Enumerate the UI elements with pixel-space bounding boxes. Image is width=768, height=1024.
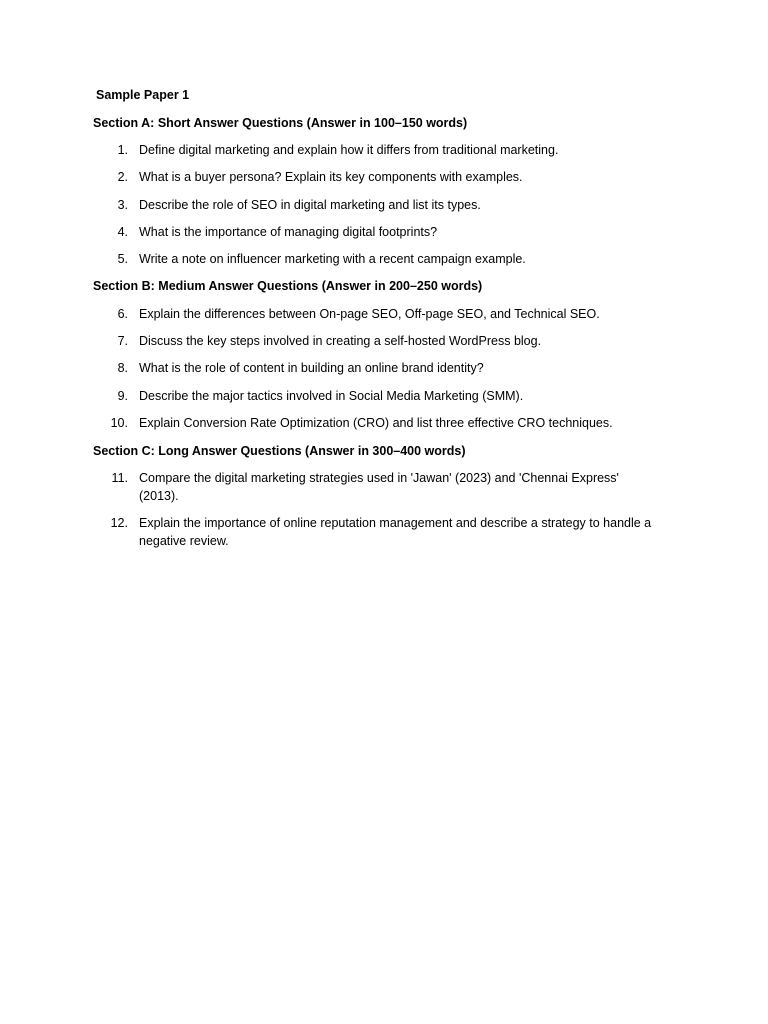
question-number: 7. — [117, 334, 128, 348]
question-text: What is the importance of managing digital footprints? — [139, 225, 438, 239]
question-number: 11. — [111, 471, 128, 485]
question-number: 2. — [117, 170, 128, 184]
section-heading-a: Section A: Short Answer Questions (Answer in 100–150 words) — [93, 116, 468, 130]
question-number: 8. — [117, 361, 128, 375]
question-number: 9. — [117, 389, 128, 403]
question-text: Compare the digital marketing strategies used in 'Jawan' (2023) and 'Chennai Express' (2013). — [139, 471, 619, 503]
question-text: Explain the importance of online reputation management and describe a strategy to handle a negative review. — [139, 516, 652, 548]
question-number: 3. — [117, 198, 128, 212]
question-text: Discuss the key steps involved in creating a self-hosted WordPress blog. — [139, 334, 542, 348]
section-heading-c: Section C: Long Answer Questions (Answer in 300–400 words) — [93, 444, 466, 458]
question-text: What is the role of content in building an online brand identity? — [139, 361, 484, 375]
question-text: Describe the role of SEO in digital marketing and list its types. — [139, 198, 481, 212]
question-number: 4. — [117, 225, 128, 239]
question-text: Define digital marketing and explain how it differs from traditional marketing. — [139, 143, 559, 157]
question-text: Write a note on influencer marketing with a recent campaign example. — [139, 252, 526, 266]
question-text: Describe the major tactics involved in Social Media Marketing (SMM). — [139, 389, 524, 403]
question-text: Explain the differences between On-page SEO, Off-page SEO, and Technical SEO. — [139, 307, 600, 321]
question-text: What is a buyer persona? Explain its key components with examples. — [139, 170, 523, 184]
question-number: 6. — [117, 307, 128, 321]
question-number: 10. — [110, 416, 128, 430]
document-title: Sample Paper 1 — [96, 88, 190, 102]
question-number: 1. — [117, 143, 128, 157]
question-text: Explain Conversion Rate Optimization (CRO) and list three effective CRO techniques. — [139, 416, 613, 430]
question-number: 12. — [110, 516, 128, 530]
section-heading-b: Section B: Medium Answer Questions (Answer in 200–250 words) — [93, 279, 483, 293]
question-number: 5. — [117, 252, 128, 266]
